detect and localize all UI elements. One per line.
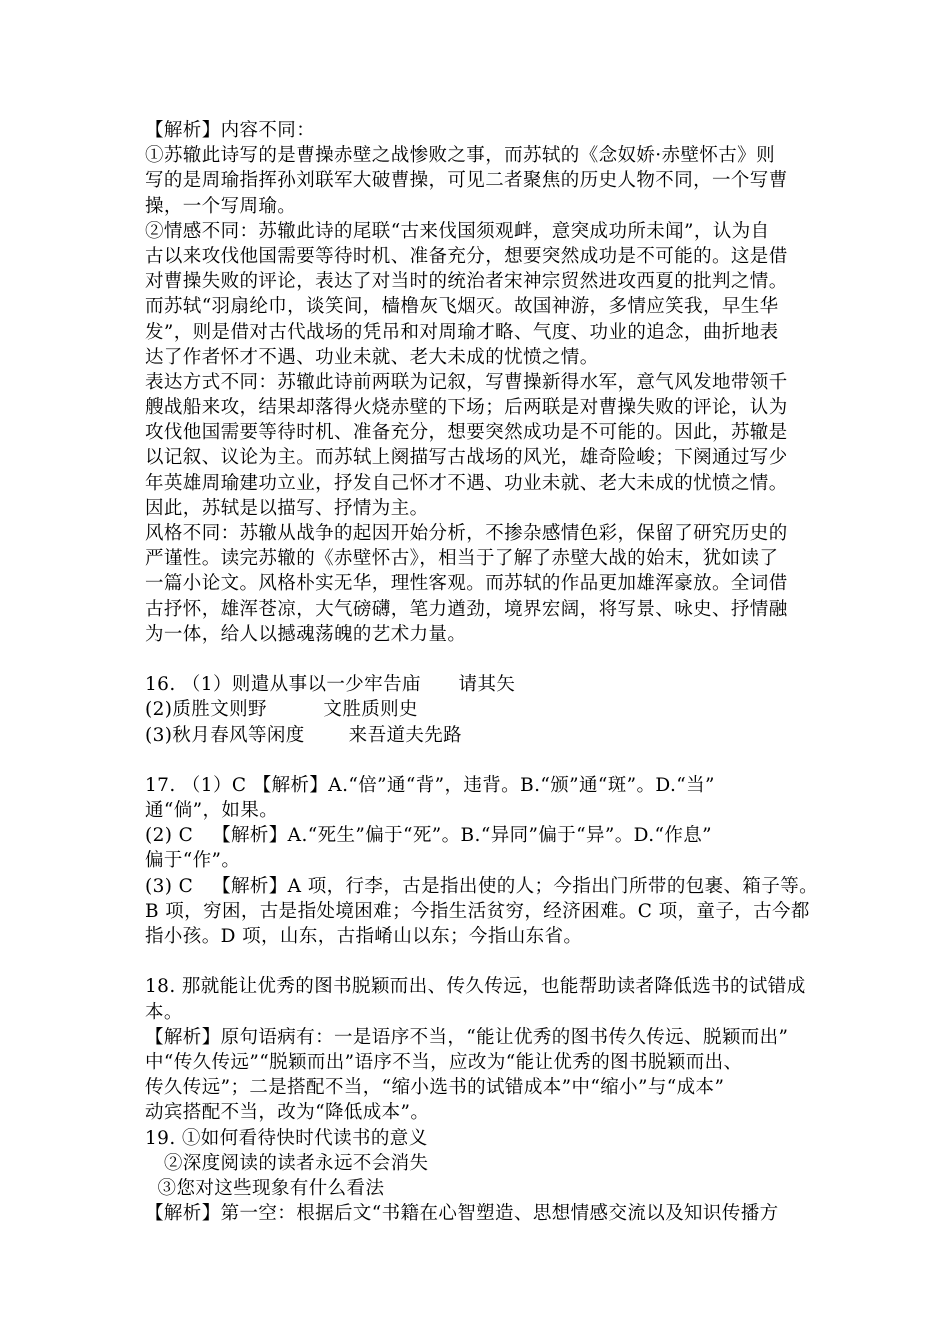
text-line: 以记叙、议论为主。而苏轼上阕描写古战场的风光，雄奇险峻；下阕通过写少 <box>145 447 788 469</box>
text-line: 操，一个写周瑜。 <box>145 195 297 217</box>
answer-line: 传久传远”；二是搭配不当，“缩小选书的试错成本”中“缩小”与“成本” <box>145 1077 725 1099</box>
answer-line: 18. 那就能让优秀的图书脱颖而出、传久传远，也能帮助读者降低选书的试错成 <box>145 976 806 998</box>
answer-line: (2) C 【解析】A.“死生”偏于“死”。B.“异同”偏于“异”。D.“作息” <box>145 825 713 847</box>
answer-line: ③您对这些现象有什么看法 <box>145 1177 385 1199</box>
answer-line: 本。 <box>145 1001 183 1023</box>
text-line: 对曹操失败的评论，表达了对当时的统治者宋神宗贸然进攻西夏的批判之情。 <box>145 271 788 293</box>
answer-line: (3) C 【解析】A 项，行李，古是指出使的人；今指出门所带的包裹、箱子等。 <box>145 875 819 897</box>
answer-line: 偏于“作”。 <box>145 850 241 872</box>
text-line: 古抒怀，雄浑苍凉，大气磅礴，笔力遒劲，境界宏阔，将写景、咏史、抒情融 <box>145 598 788 620</box>
analysis-section <box>145 118 815 647</box>
question-19 <box>145 1126 815 1227</box>
text-line: ①苏辙此诗写的是曹操赤壁之战惨败之事，而苏轼的《念奴娇·赤壁怀古》则 <box>145 145 775 167</box>
spacer <box>145 647 815 672</box>
answer-line: 【解析】原句语病有：一是语序不当，“能让优秀的图书传久传远、脱颖而出” <box>145 1026 789 1048</box>
answer-line: 【解析】第一空：根据后文“书籍在心智塑造、思想情感交流以及知识传播方 <box>145 1203 779 1225</box>
text-line: 攻伐他国需要等待时机、准备充分，想要突然成功是不可能的。因此，苏辙是 <box>145 422 788 444</box>
text-line: 而苏轼“羽扇纶巾，谈笑间，樯橹灰飞烟灭。故国神游，多情应笑我，早生华 <box>145 296 779 318</box>
document-page <box>145 118 819 1226</box>
text-line: 为一体，给人以撼魂荡魄的艺术力量。 <box>145 623 467 645</box>
text-line: 因此，苏轼是以描写、抒情为主。 <box>145 497 429 519</box>
text-line: 写的是周瑜指挥孙刘联军大破曹操，可见二者聚焦的历史人物不同，一个写曹 <box>145 170 788 192</box>
text-line: 严谨性。读完苏辙的《赤壁怀古》，相当于了解了赤壁大战的始末，犹如读了 <box>145 548 779 570</box>
text-line: ②情感不同：苏辙此诗的尾联“古来伐国须观衅，意突成功所未闻”，认为自 <box>145 220 770 242</box>
text-line: 年英雄周瑜建功立业，抒发自己怀才不遇、功业未就、老大未成的忧愤之情。 <box>145 472 788 494</box>
text-line: 艘战船来攻，结果却落得火烧赤壁的下场；后两联是对曹操失败的评论，认为 <box>145 397 788 419</box>
text-line: 表达方式不同：苏辙此诗前两联为记叙，写曹操新得水军，意气风发地带领千 <box>145 371 788 393</box>
text-line: 发”，则是借对古代战场的凭吊和对周瑜才略、气度、功业的追念，曲折地表 <box>145 321 779 343</box>
text-line: 【解析】内容不同： <box>145 120 316 141</box>
answer-line: B 项，穷困，古是指处境困难；今指生活贫穷，经济困难。C 项，童子，古今都 <box>145 900 810 922</box>
answer-line: 16. （1）则遣从事以一少牢告庙 请其矢 <box>145 674 516 696</box>
answer-line: 动宾搭配不当，改为“降低成本”。 <box>145 1102 430 1124</box>
answer-line: (3)秋月春风等闲度 来吾道夫先路 <box>145 724 463 746</box>
question-17 <box>145 773 819 949</box>
question-18 <box>145 974 815 1125</box>
text-line: 达了作者怀才不遇、功业未就、老大未成的忧愤之情。 <box>145 346 599 368</box>
answer-line: 中“传久传远”“脱颖而出”语序不当，应改为“能让优秀的图书脱颖而出、 <box>145 1051 743 1073</box>
text-line: 风格不同：苏辙从战争的起因开始分析，不掺杂感情色彩，保留了研究历史的 <box>145 523 788 544</box>
answer-line: ②深度阅读的读者永远不会消失 <box>145 1152 429 1174</box>
text-line: 古以来攻伐他国需要等待时机、准备充分，想要突然成功是不可能的。这是借 <box>145 245 788 267</box>
spacer <box>145 748 815 773</box>
text-line: 一篇小论文。风格朴实无华，理性客观。而苏轼的作品更加雄浑豪放。全词借 <box>145 573 788 595</box>
answer-line: 指小孩。D 项，山东，古指崤山以东；今指山东省。 <box>145 926 583 947</box>
answer-line: (2)质胜文则野 文胜质则史 <box>145 699 418 721</box>
question-16 <box>145 672 815 748</box>
answer-line: 17. （1）C 【解析】A.“倍”通“背”，违背。B.“颁”通“斑”。D.“当” <box>145 774 715 796</box>
answer-line: 19. ①如何看待快时代读书的意义 <box>145 1127 428 1149</box>
answer-line: 通“倘”，如果。 <box>145 800 279 822</box>
spacer <box>145 949 815 974</box>
